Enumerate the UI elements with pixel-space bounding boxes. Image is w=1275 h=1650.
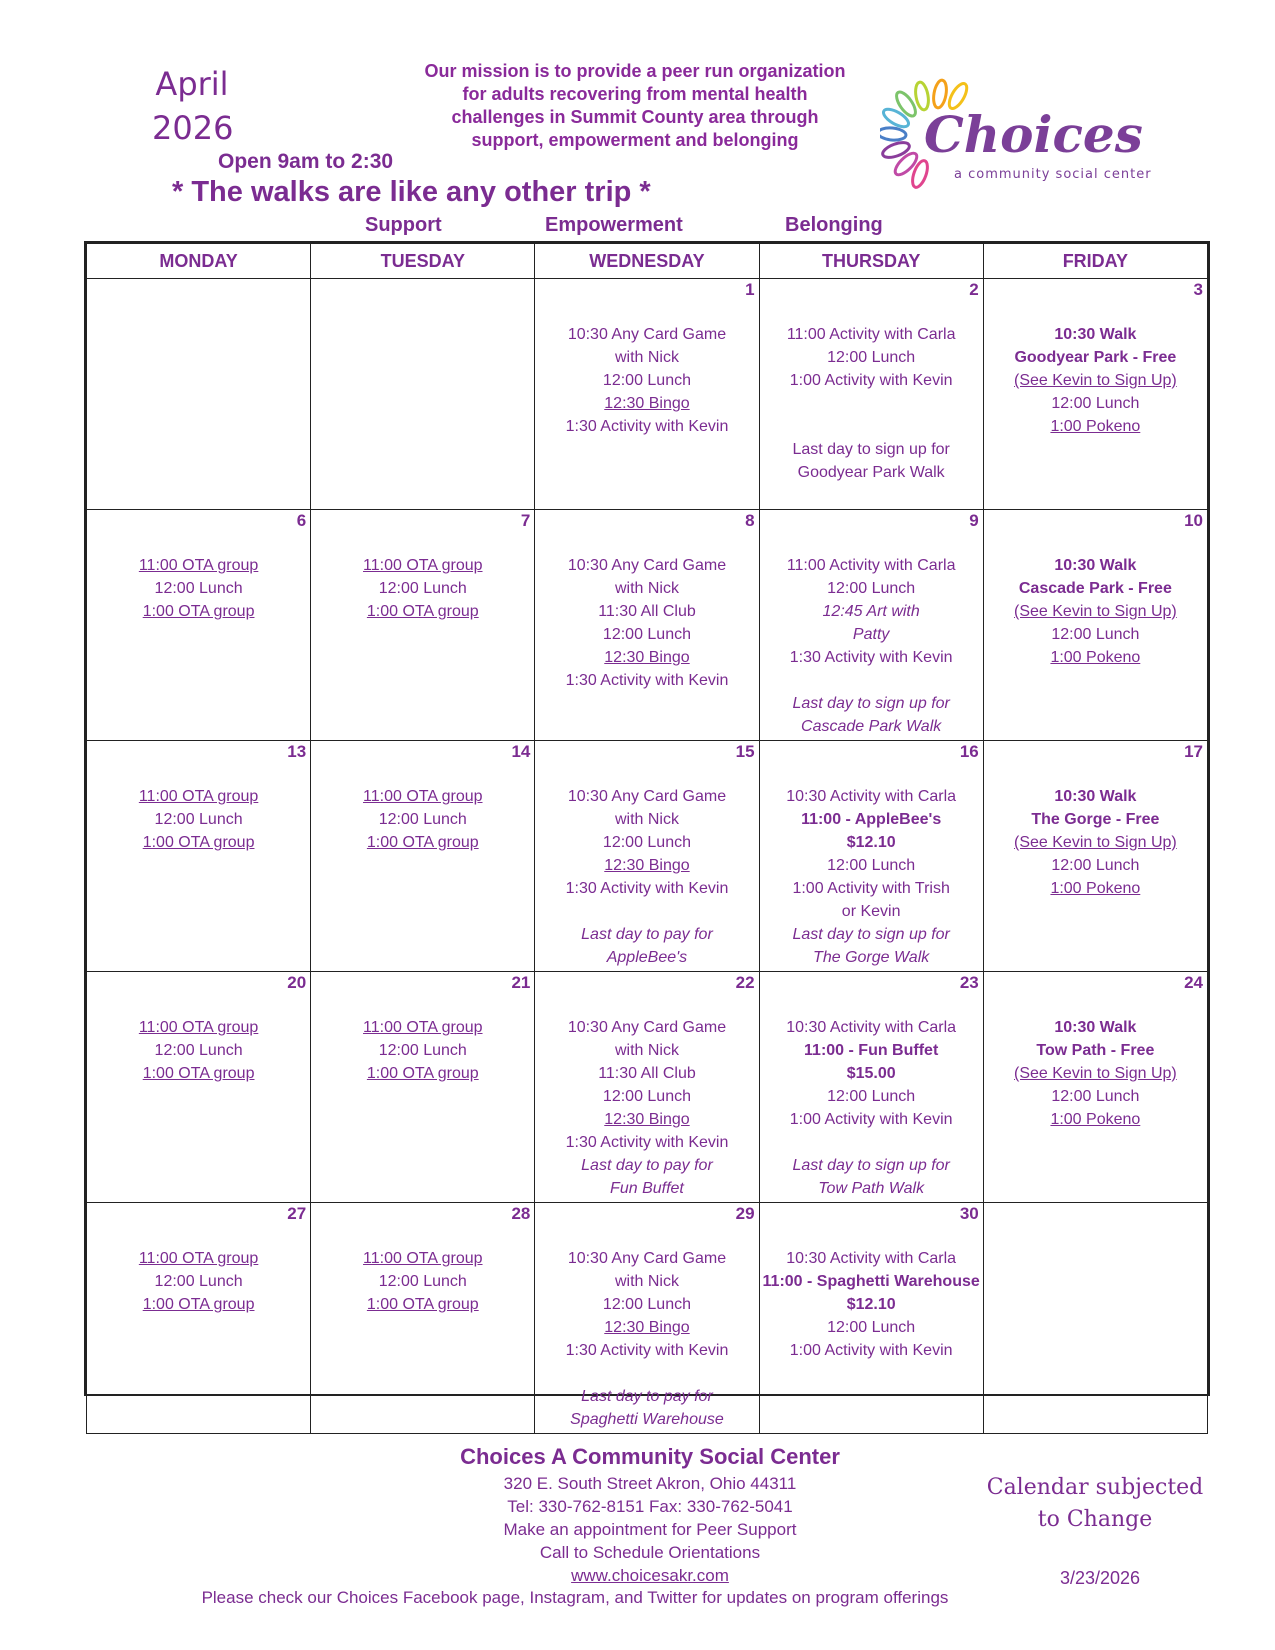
- day-events: [87, 1203, 310, 1316]
- event-line: 12:00 Lunch: [378, 1042, 467, 1059]
- event-line: Patty: [852, 626, 890, 643]
- day-events: [311, 510, 534, 623]
- footer-contact: [330, 1442, 970, 1587]
- day-cell: [535, 972, 759, 1203]
- event-line: 1:30 Activity with Kevin: [565, 1342, 729, 1359]
- day-number: 10: [1184, 511, 1203, 530]
- day-number: 9: [969, 511, 979, 530]
- day-cell: [535, 741, 759, 972]
- event-line: 11:00 OTA group: [138, 1019, 259, 1036]
- event-line: Last day to sign up for: [792, 1157, 950, 1174]
- week-row: [87, 972, 1208, 1203]
- event-line: 1:00 Activity with Kevin: [789, 372, 953, 389]
- month-name: April: [155, 65, 229, 103]
- event-line: 11:00 Activity with Carla: [786, 326, 956, 343]
- event-line: 10:30 Walk: [1054, 326, 1137, 343]
- event-line: 11:30 All Club: [598, 603, 696, 620]
- day-cell: [311, 510, 535, 741]
- day-events: [311, 279, 534, 323]
- event-line: 1:00 Pokeno: [1050, 418, 1141, 435]
- event-line: 12:00 Lunch: [602, 372, 691, 389]
- day-events: [87, 741, 310, 854]
- event-line: 10:30 Any Card Game: [567, 326, 727, 343]
- event-line: 12:00 Lunch: [827, 349, 916, 366]
- event-line: 12:00 Lunch: [154, 1273, 243, 1290]
- event-line: 12:00 Lunch: [1051, 1088, 1140, 1105]
- week-row: [87, 1203, 1208, 1434]
- day-number: 17: [1184, 742, 1203, 761]
- event-line: 10:30 Walk: [1054, 557, 1137, 574]
- event-line: 12:00 Lunch: [378, 811, 467, 828]
- event-line: 1:30 Activity with Kevin: [565, 880, 729, 897]
- event-line: Cascade Park - Free: [1018, 580, 1172, 597]
- day-events: [535, 1203, 758, 1431]
- theme-support: Support: [365, 214, 442, 236]
- event-line: 1:00 OTA group: [366, 1296, 479, 1313]
- event-line: 11:00 OTA group: [138, 1250, 259, 1267]
- day-cell: [983, 741, 1207, 972]
- event-line: 12:30 Bingo: [604, 1319, 690, 1336]
- day-number: 30: [959, 1204, 979, 1223]
- week-row: [87, 741, 1208, 972]
- event-line: 1:30 Activity with Kevin: [565, 418, 729, 435]
- event-line: 1:00 Activity with Kevin: [789, 1342, 953, 1359]
- event-line: Last day to sign up for: [792, 695, 950, 712]
- event-line: 12:30 Bingo: [604, 1111, 690, 1128]
- day-events: [311, 972, 534, 1085]
- day-events: [984, 741, 1207, 900]
- event-line: 11:00 OTA group: [138, 788, 259, 805]
- event-line: 1:00 Pokeno: [1050, 1111, 1141, 1128]
- theme-belonging: Belonging: [785, 214, 883, 236]
- event-line: 10:30 Any Card Game: [567, 1019, 727, 1036]
- day-cell: [535, 279, 759, 510]
- event-line: $12.10: [846, 834, 896, 851]
- event-line: (See Kevin to Sign Up): [1014, 603, 1177, 620]
- event-line: 1:00 OTA group: [142, 603, 255, 620]
- month-title: [152, 62, 232, 150]
- day-events: [535, 510, 758, 692]
- weekday-header-row: [87, 244, 1208, 279]
- event-line: 1:30 Activity with Kevin: [565, 1134, 729, 1151]
- event-line: Tow Path - Free: [1036, 1042, 1155, 1059]
- event-line: 11:00 - Spaghetti Warehouse: [762, 1273, 980, 1290]
- event-line: Fun Buffet: [610, 1180, 684, 1197]
- open-hours: Open 9am to 2:30: [218, 150, 394, 173]
- event-line: 12:00 Lunch: [378, 1273, 467, 1290]
- event-line: 11:00 OTA group: [363, 788, 483, 805]
- day-events: [535, 741, 758, 969]
- event-line: 1:00 Pokeno: [1050, 649, 1141, 666]
- event-line: 12:00 Lunch: [602, 1296, 691, 1313]
- event-line: Last day to sign up for: [792, 441, 950, 458]
- mission-line: Our mission is to provide a peer run organization: [424, 61, 846, 81]
- day-cell: [983, 972, 1207, 1203]
- event-line: (See Kevin to Sign Up): [1014, 1065, 1177, 1082]
- week-row: [87, 510, 1208, 741]
- day-number: 8: [745, 511, 755, 530]
- event-line: 12:00 Lunch: [1051, 395, 1140, 412]
- day-number: 16: [959, 742, 979, 761]
- event-line: $15.00: [846, 1065, 896, 1082]
- weekday-thursday: THURSDAY: [759, 244, 983, 279]
- event-line: 12:00 Lunch: [154, 811, 243, 828]
- day-cell: [311, 741, 535, 972]
- event-line: [760, 392, 983, 415]
- day-events: [311, 1203, 534, 1316]
- event-line: Goodyear Park Walk: [797, 464, 945, 481]
- day-number: 28: [511, 1204, 531, 1223]
- day-cell: [759, 279, 983, 510]
- event-line: 11:00 OTA group: [138, 557, 259, 574]
- event-line: with Nick: [614, 1273, 679, 1290]
- event-line: 12:00 Lunch: [602, 626, 691, 643]
- peer-support-note: Make an appointment for Peer Support: [503, 1520, 797, 1539]
- event-line: The Gorge - Free: [1031, 811, 1160, 828]
- event-line: Last day to pay for: [581, 1388, 713, 1405]
- event-line: 12:00 Lunch: [827, 857, 916, 874]
- event-line: 12:45 Art with: [822, 603, 920, 620]
- event-line: Cascade Park Walk: [801, 718, 942, 735]
- day-cell: [983, 510, 1207, 741]
- day-events: [984, 510, 1207, 669]
- day-number: 1: [745, 280, 755, 299]
- event-line: 11:30 All Club: [598, 1065, 696, 1082]
- event-line: 10:30 Walk: [1054, 1019, 1137, 1036]
- event-line: 12:00 Lunch: [154, 1042, 243, 1059]
- day-cell: [87, 510, 311, 741]
- day-cell: [535, 510, 759, 741]
- calendar-grid: [84, 241, 1210, 1428]
- event-line: Last day to pay for: [581, 1157, 713, 1174]
- event-line: [760, 415, 983, 438]
- event-line: 11:00 - Fun Buffet: [804, 1042, 939, 1059]
- day-events: [760, 741, 983, 969]
- event-line: 1:30 Activity with Kevin: [565, 672, 729, 689]
- day-events: [760, 972, 983, 1200]
- day-number: 2: [969, 280, 979, 299]
- day-events: [760, 510, 983, 738]
- day-events: [87, 510, 310, 623]
- day-events: [311, 741, 534, 854]
- walks-note: * The walks are like any other trip *: [172, 176, 651, 208]
- event-line: 1:00 OTA group: [142, 1065, 255, 1082]
- weekday-tuesday: TUESDAY: [311, 244, 535, 279]
- logo-name: Choices: [924, 105, 1143, 164]
- orientation-note: Call to Schedule Orientations: [539, 1543, 761, 1562]
- event-line: 10:30 Activity with Carla: [786, 1250, 957, 1267]
- change-notice: [980, 1472, 1210, 1536]
- event-line: 12:00 Lunch: [378, 580, 467, 597]
- day-cell: [535, 1203, 759, 1434]
- event-line: 1:00 Activity with Trish: [792, 880, 950, 897]
- event-line: $12.10: [846, 1296, 896, 1313]
- event-line: 10:30 Activity with Carla: [786, 788, 957, 805]
- change-notice-line: Calendar subjected: [986, 1475, 1204, 1500]
- event-line: [760, 669, 983, 692]
- day-cell: [759, 972, 983, 1203]
- event-line: with Nick: [614, 811, 679, 828]
- event-line: 10:30 Activity with Carla: [786, 1019, 957, 1036]
- day-number: 3: [1193, 280, 1203, 299]
- day-cell: [87, 972, 311, 1203]
- day-cell: [759, 741, 983, 972]
- event-line: 1:00 OTA group: [366, 834, 479, 851]
- event-line: (See Kevin to Sign Up): [1014, 834, 1177, 851]
- event-line: Tow Path Walk: [818, 1180, 925, 1197]
- event-line: 12:00 Lunch: [827, 580, 916, 597]
- day-events: [535, 972, 758, 1200]
- day-cell: [311, 279, 535, 510]
- event-line: Last day to pay for: [581, 926, 713, 943]
- day-cell: [87, 741, 311, 972]
- day-events: [760, 279, 983, 484]
- day-cell: [87, 279, 311, 510]
- event-line: 1:00 OTA group: [366, 603, 479, 620]
- event-line: 10:30 Any Card Game: [567, 1250, 727, 1267]
- event-line: [535, 900, 758, 923]
- weekday-wednesday: WEDNESDAY: [535, 244, 759, 279]
- event-line: 11:00 - AppleBee's: [801, 811, 942, 828]
- choices-logo: [880, 74, 1180, 194]
- event-line: 11:00 OTA group: [363, 557, 483, 574]
- weekday-monday: MONDAY: [87, 244, 311, 279]
- social-media-note: Please check our Choices Facebook page, Instagram, and Twitter for updates on program offerings: [201, 1588, 949, 1607]
- calendar-weeks: [87, 279, 1208, 1434]
- day-cell: [983, 279, 1207, 510]
- day-cell: [311, 972, 535, 1203]
- event-line: (See Kevin to Sign Up): [1014, 372, 1177, 389]
- mission-line: for adults recovering from mental health: [462, 84, 808, 104]
- logo-tagline: a community social center: [954, 167, 1152, 182]
- event-line: The Gorge Walk: [813, 949, 930, 966]
- event-line: 1:00 OTA group: [366, 1065, 479, 1082]
- day-events: [535, 279, 758, 438]
- event-line: Goodyear Park - Free: [1014, 349, 1177, 366]
- event-line: 11:00 OTA group: [363, 1250, 483, 1267]
- event-line: with Nick: [614, 1042, 679, 1059]
- event-line: with Nick: [614, 349, 679, 366]
- day-number: 22: [735, 973, 755, 992]
- week-row: [87, 279, 1208, 510]
- calendar-table: [86, 243, 1208, 1434]
- mission-line: support, empowerment and belonging: [471, 130, 799, 150]
- org-name: Choices A Community Social Center: [460, 1444, 840, 1469]
- event-line: 12:00 Lunch: [1051, 857, 1140, 874]
- event-line: 12:30 Bingo: [604, 395, 690, 412]
- day-number: 6: [296, 511, 307, 530]
- event-line: 1:00 Pokeno: [1050, 880, 1141, 897]
- day-cell: [759, 510, 983, 741]
- weekday-friday: FRIDAY: [983, 244, 1207, 279]
- day-number: 21: [511, 973, 531, 992]
- day-number: 7: [520, 511, 531, 530]
- change-notice-line: to Change: [1037, 1507, 1153, 1532]
- day-cell: [983, 1203, 1207, 1434]
- day-events: [760, 1203, 983, 1362]
- event-line: 12:30 Bingo: [604, 857, 690, 874]
- event-line: 1:00 Activity with Kevin: [789, 1111, 953, 1128]
- day-number: 15: [735, 742, 755, 761]
- day-number: 14: [511, 742, 531, 761]
- event-line: AppleBee's: [606, 949, 688, 966]
- event-line: 12:00 Lunch: [827, 1319, 916, 1336]
- day-events: [87, 279, 310, 323]
- day-cell: [311, 1203, 535, 1434]
- event-line: 1:00 OTA group: [142, 1296, 255, 1313]
- day-cell: [759, 1203, 983, 1434]
- event-line: 1:00 OTA group: [142, 834, 255, 851]
- mission-statement: [420, 60, 850, 152]
- event-line: 12:00 Lunch: [154, 580, 243, 597]
- event-line: 1:30 Activity with Kevin: [789, 649, 953, 666]
- event-line: or Kevin: [841, 903, 901, 920]
- event-line: 10:30 Walk: [1054, 788, 1137, 805]
- website-link[interactable]: www.choicesakr.com: [571, 1566, 729, 1585]
- event-line: [760, 1131, 983, 1154]
- event-line: 12:00 Lunch: [602, 1088, 691, 1105]
- day-number: 20: [287, 973, 307, 992]
- event-line: 11:00 Activity with Carla: [786, 557, 956, 574]
- event-line: Last day to sign up for: [792, 926, 950, 943]
- phone-fax: Tel: 330-762-8151 Fax: 330-762-5041: [507, 1497, 793, 1516]
- event-line: 12:00 Lunch: [602, 834, 691, 851]
- day-events: [984, 972, 1207, 1131]
- day-number: 27: [287, 1204, 307, 1223]
- event-line: 10:30 Any Card Game: [567, 788, 727, 805]
- event-line: with Nick: [614, 580, 679, 597]
- day-number: 24: [1184, 973, 1203, 992]
- event-line: Spaghetti Warehouse: [570, 1411, 724, 1428]
- month-year: 2026: [152, 109, 234, 147]
- address: 320 E. South Street Akron, Ohio 44311: [503, 1474, 797, 1493]
- event-line: 12:00 Lunch: [1051, 626, 1140, 643]
- day-number: 13: [287, 742, 307, 761]
- day-number: 23: [959, 973, 979, 992]
- day-cell: [87, 1203, 311, 1434]
- day-number: 29: [735, 1204, 755, 1223]
- event-line: 12:00 Lunch: [827, 1088, 916, 1105]
- event-line: [535, 1362, 758, 1385]
- event-line: 10:30 Any Card Game: [567, 557, 727, 574]
- revision-date: 3/23/2026: [1059, 1568, 1141, 1588]
- event-line: 11:00 OTA group: [363, 1019, 483, 1036]
- day-events: [984, 279, 1207, 438]
- mission-line: challenges in Summit County area through: [451, 107, 819, 127]
- theme-empowerment: Empowerment: [545, 214, 683, 236]
- day-events: [984, 1203, 1207, 1247]
- day-events: [87, 972, 310, 1085]
- event-line: 12:30 Bingo: [604, 649, 690, 666]
